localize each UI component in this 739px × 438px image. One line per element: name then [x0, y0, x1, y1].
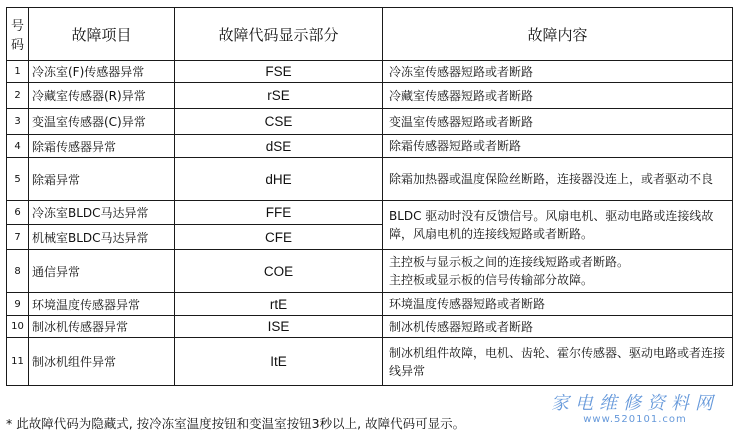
fault-description-line: 主控板或显示板的信号传输部分故障。 [389, 273, 594, 287]
row-number: 2 [7, 83, 29, 109]
fault-description: 制冰机组件故障，电机、齿轮、霍尔传感器、驱动电路或者连接线异常 [383, 338, 733, 386]
fault-item: 变温室传感器(C)异常 [29, 109, 175, 135]
fault-description: BLDC 驱动时没有反馈信号。风扇电机、驱动电路或连接线故障，风扇电机的连接线短路或者断路。 [383, 201, 733, 250]
watermark-url: www.520101.com [583, 414, 687, 425]
row-number: 8 [7, 250, 29, 293]
fault-item: 环境温度传感器异常 [29, 293, 175, 316]
fault-code: dHE [175, 158, 383, 201]
fault-code: ItE [175, 338, 383, 386]
fault-item: 制冰机组件异常 [29, 338, 175, 386]
fault-description: 除霜加热器或温度保险丝断路，连接器没连上，或者驱动不良 [383, 158, 733, 201]
fault-code: COE [175, 250, 383, 293]
fault-code: ISE [175, 316, 383, 338]
table-row [7, 83, 733, 109]
table-header-row [7, 8, 733, 61]
table-row [7, 316, 733, 338]
fault-code: FFE [175, 201, 383, 225]
fault-item: 除霜异常 [29, 158, 175, 201]
row-number: 10 [7, 316, 29, 338]
fault-code: CSE [175, 109, 383, 135]
row-number: 11 [7, 338, 29, 386]
fault-code: rtE [175, 293, 383, 316]
fault-description: 冷藏室传感器短路或者断路 [383, 83, 733, 109]
table-row [7, 135, 733, 158]
fault-description: 除霜传感器短路或者断路 [383, 135, 733, 158]
fault-item: 冷冻室BLDC马达异常 [29, 201, 175, 225]
table-row [7, 109, 733, 135]
table-row [7, 61, 733, 83]
fault-item: 制冰机传感器异常 [29, 316, 175, 338]
fault-code: FSE [175, 61, 383, 83]
fault-code-table [6, 7, 733, 386]
row-number: 7 [7, 225, 29, 250]
fault-description: 环境温度传感器短路或者断路 [383, 293, 733, 316]
row-number: 5 [7, 158, 29, 201]
footnote: * 此故障代码为隐藏式, 按冷冻室温度按钮和变温室按钮3秒以上, 故障代码可显示。 [6, 416, 466, 431]
table-row [7, 293, 733, 316]
row-number: 1 [7, 61, 29, 83]
header-fault-code: 故障代码显示部分 [175, 8, 383, 61]
fault-code: rSE [175, 83, 383, 109]
table-row [7, 250, 733, 293]
fault-item: 冷藏室传感器(R)异常 [29, 83, 175, 109]
fault-item: 机械室BLDC马达异常 [29, 225, 175, 250]
fault-code: dSE [175, 135, 383, 158]
header-fault-item: 故障项目 [29, 8, 175, 61]
fault-code: CFE [175, 225, 383, 250]
fault-description: 制冰机传感器短路或者断路 [383, 316, 733, 338]
header-number: 号码 [7, 8, 29, 61]
fault-description-line: 主控板与显示板之间的连接线短路或者断路。 [389, 255, 630, 269]
fault-description [383, 250, 733, 293]
row-number: 6 [7, 201, 29, 225]
fault-item: 通信异常 [29, 250, 175, 293]
fault-item: 除霜传感器异常 [29, 135, 175, 158]
row-number: 3 [7, 109, 29, 135]
table-row [7, 201, 733, 225]
watermark [551, 394, 719, 426]
fault-description: 冷冻室传感器短路或者断路 [383, 61, 733, 83]
row-number: 4 [7, 135, 29, 158]
header-fault-content: 故障内容 [383, 8, 733, 61]
table-row [7, 158, 733, 201]
fault-item: 冷冻室(F)传感器异常 [29, 61, 175, 83]
row-number: 9 [7, 293, 29, 316]
watermark-text: 家电维修资料网 [551, 393, 719, 414]
fault-description: 变温室传感器短路或者断路 [383, 109, 733, 135]
table-row [7, 338, 733, 386]
